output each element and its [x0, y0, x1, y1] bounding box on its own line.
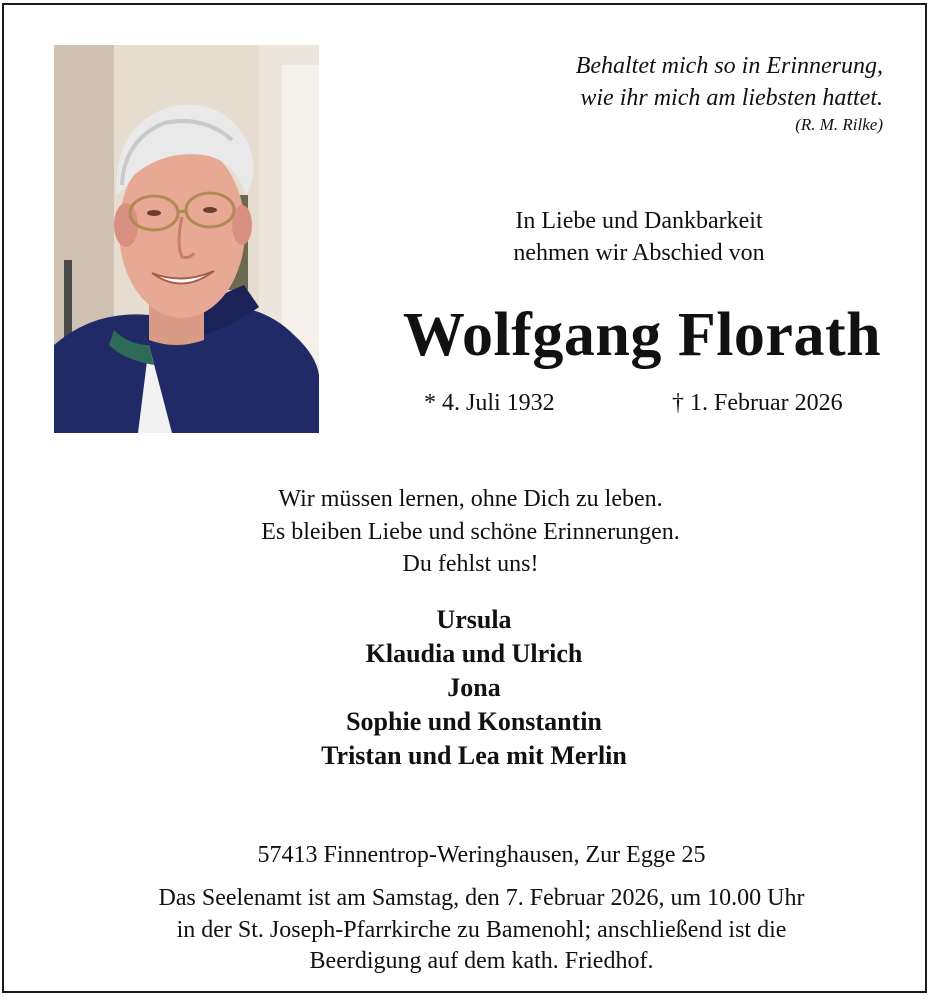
rilke-quote — [576, 50, 883, 136]
quote-line: wie ihr mich am liebsten hattet. — [580, 85, 883, 111]
service-line: in der St. Joseph-Pfarrkirche zu Bamenohl; anschließend ist die — [176, 916, 787, 943]
death-date: † 1. Februar 2026 — [672, 390, 843, 416]
quote-author: (R. M. Rilke) — [795, 115, 883, 134]
intro-line: In Liebe und Dankbarkeit — [515, 208, 763, 234]
mourning-text — [4, 483, 933, 581]
funeral-service-info — [4, 883, 933, 978]
mourner-name: Klaudia und Ulrich — [365, 639, 583, 668]
intro-text — [434, 205, 844, 269]
portrait-photo — [54, 45, 319, 433]
service-line: Das Seelenamt ist am Samstag, den 7. Februar 2026, um 10.00 Uhr — [158, 885, 805, 911]
mourning-line: Es bleiben Liebe und schöne Erinnerungen. — [261, 518, 680, 545]
service-line: Beerdigung auf dem kath. Friedhof. — [309, 948, 654, 974]
mourner-name: Jona — [447, 673, 501, 702]
birth-date: * 4. Juli 1932 — [424, 390, 555, 416]
intro-line: nehmen wir Abschied von — [513, 240, 765, 266]
mourner-name: Ursula — [436, 605, 512, 634]
mourners-list — [4, 603, 933, 773]
mourner-name: Tristan und Lea mit Merlin — [321, 741, 627, 770]
mourner-name: Sophie und Konstantin — [346, 707, 602, 736]
mourning-line: Wir müssen lernen, ohne Dich zu leben. — [278, 486, 663, 512]
deceased-name: Wolfgang Florath — [402, 301, 882, 369]
portrait-image — [54, 45, 319, 433]
quote-line: Behaltet mich so in Erinnerung, — [575, 53, 883, 79]
mourning-line: Du fehlst uns! — [402, 551, 539, 577]
obituary-frame — [2, 3, 927, 993]
family-address: 57413 Finnentrop-Weringhausen, Zur Egge 25 — [257, 842, 706, 868]
